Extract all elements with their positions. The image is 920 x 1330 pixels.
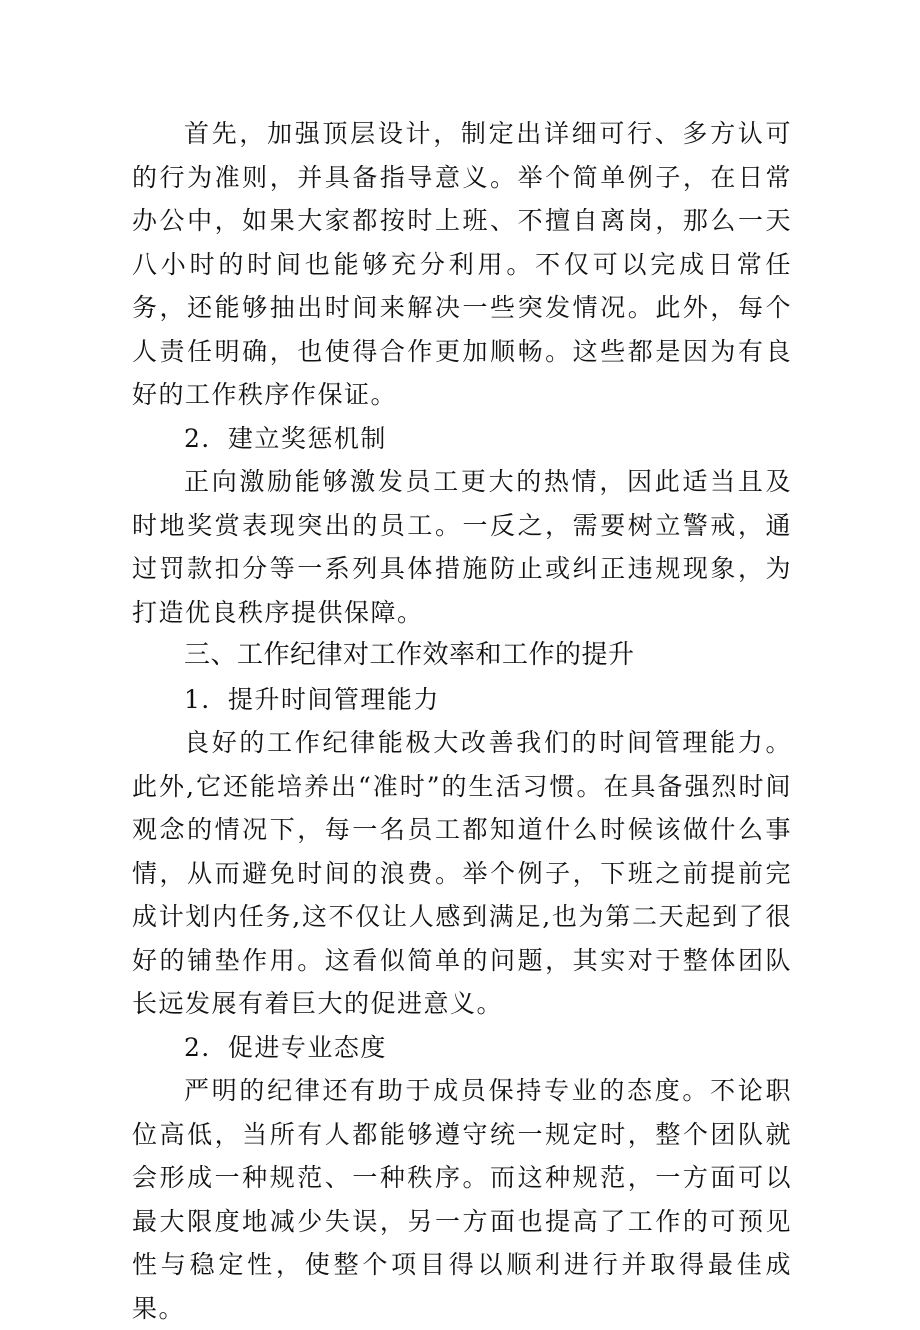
document-page [132, 112, 792, 1330]
paragraph-professional-attitude: 严明的纪律还有助于成员保持专业的态度。不论职位高低，当所有人都能够遵守统一规定时，整个团队就会形成一种规范、一种秩序。而这种规范，一方面可以最大限度地减少失误，另一方面也提高了工作的可预见性与稳定性，使整个项目得以顺利进行并取得最佳成果。 [132, 1076, 792, 1323]
paragraph-top-level-design: 首先，加强顶层设计，制定出详细可行、多方认可的行为准则，并具备指导意义。举个简单例子，在日常办公中，如果大家都按时上班、不擅自离岗，那么一天八小时的时间也能够充分利用。不仅可以完成日常任务，还能够抽出时间来解决一些突发情况。此外，每个人责任明确，也使得合作更加顺畅。这些都是因为有良好的工作秩序作保证。 [132, 119, 792, 409]
subheading-professional-attitude: 2．促进专业态度 [184, 1032, 387, 1062]
paragraph-reward-punishment: 正向激励能够激发员工更大的热情，因此适当且及时地奖赏表现突出的员工。一反之，需要树立警戒，通过罚款扣分等一系列具体措施防止或纠正违规现象，为打造优良秩序提供保障。 [132, 467, 792, 627]
paragraph-time-management: 良好的工作纪律能极大改善我们的时间管理能力。此外,它还能培养出“准时”的生活习惯。在具备强烈时间观念的情况下，每一名员工都知道什么时候该做什么事情，从而避免时间的浪费。举个例子，下班之前提前完成计划内任务,这不仅让人感到满足,也为第二天起到了很好的铺垫作用。这看似简单的问题，其实对于整体团队长远发展有着巨大的促进意义。 [132, 728, 792, 1018]
subheading-reward-punishment: 2．建立奖惩机制 [184, 423, 387, 453]
section-heading-three: 三、工作纪律对工作效率和工作的提升 [184, 640, 635, 670]
subheading-time-management: 1．提升时间管理能力 [184, 684, 440, 714]
